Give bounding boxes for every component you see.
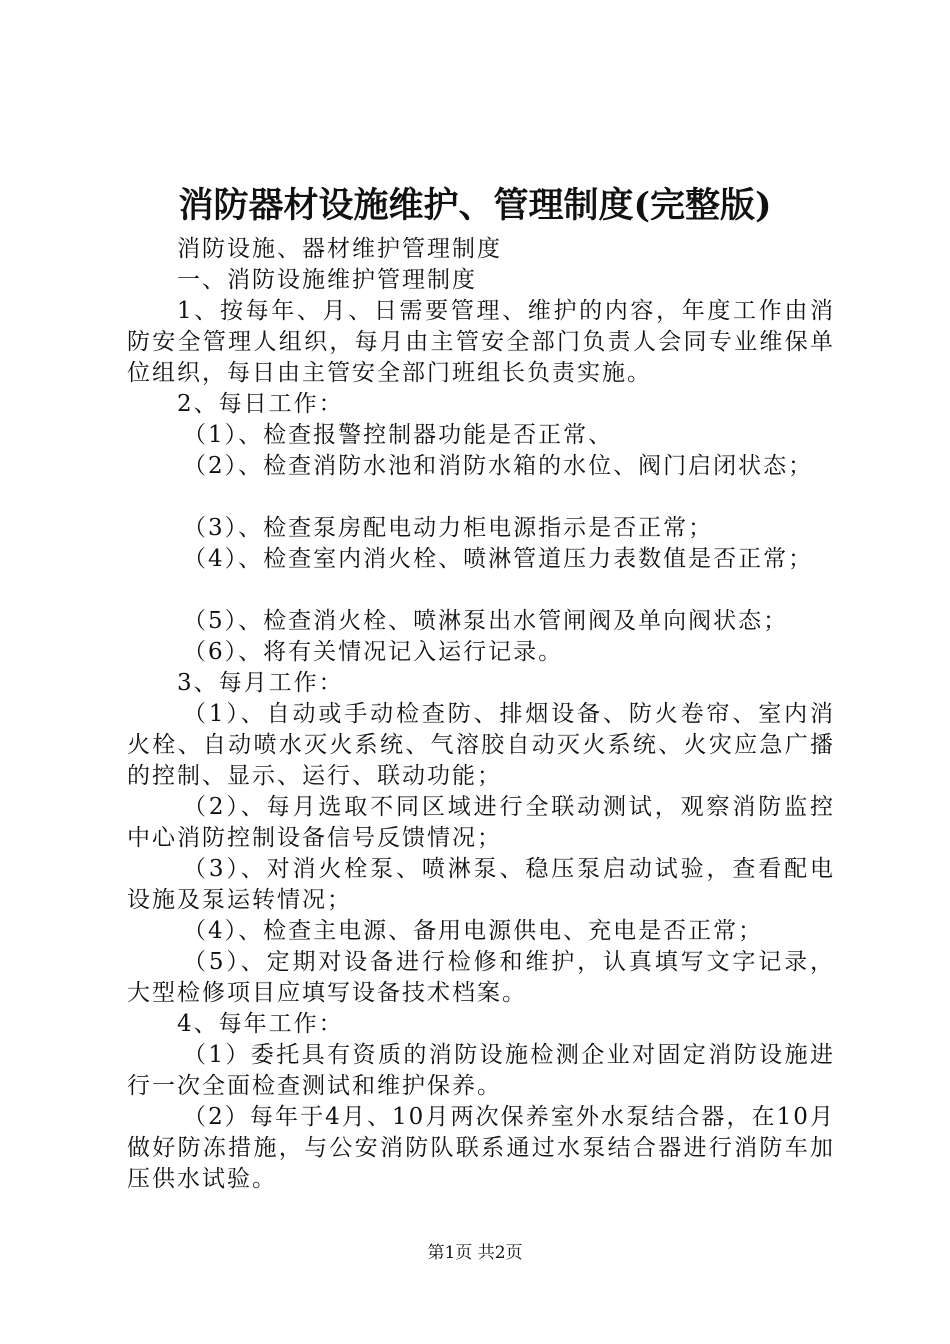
paragraph-subtitle: 消防设施、器材维护管理制度 (177, 236, 502, 262)
list-item: （3）、对消火栓泵、喷淋泵、稳压泵启动试验，查看配电设施及泵运转情况； (127, 856, 835, 913)
list-item: （2）、检查消防水池和消防水箱的水位、阀门启闭状态； (183, 453, 814, 479)
list-item: （5）、定期对设备进行检修和维护，认真填写文字记录，大型检修项目应填写设备技术档案。 (127, 949, 835, 1006)
list-item: （5）、检查消火栓、喷淋泵出水管闸阀及单向阀状态； (183, 608, 789, 634)
blank-line (127, 482, 835, 513)
list-item: （3）、检查泵房配电动力柜电源指示是否正常； (183, 515, 714, 541)
list-item: （6）、将有关情况记入运行记录。 (183, 639, 564, 665)
list-item: （1）、自动或手动检查防、排烟设备、防火卷帘、室内消火栓、自动喷水灭火系统、气溶胶自动灭火系统、火灾应急广播的控制、显示、运行、联动功能； (127, 701, 835, 789)
list-item: （2）、每月选取不同区域进行全联动测试，观察消防监控中心消防控制设备信号反馈情况； (127, 794, 835, 851)
list-item: （1）、检查报警控制器功能是否正常、 (183, 422, 614, 448)
list-item: （4）、检查主电源、备用电源供电、充电是否正常； (183, 918, 764, 944)
subsection-heading: 4、每年工作： (177, 1011, 344, 1037)
list-item: （1）委托具有资质的消防设施检测企业对固定消防设施进行一次全面检查测试和维护保养。 (127, 1042, 835, 1099)
document-title: 消防器材设施维护、管理制度(完整版) (178, 185, 772, 226)
page-footer: 第1页 共2页 (427, 1243, 523, 1263)
document-body (127, 234, 835, 1195)
blank-line (127, 575, 835, 606)
section-heading: 一、消防设施维护管理制度 (177, 267, 477, 293)
subsection-heading: 2、每日工作： (177, 391, 344, 417)
paragraph: 1、按每年、月、日需要管理、维护的内容，年度工作由消防安全管理人组织，每月由主管安全部门负责人会同专业维保单位组织，每日由主管安全部门班组长负责实施。 (127, 298, 835, 386)
subsection-heading: 3、每月工作： (177, 670, 344, 696)
list-item: （4）、检查室内消火栓、喷淋管道压力表数值是否正常； (183, 546, 814, 572)
list-item: （2）每年于4月、10月两次保养室外水泵结合器，在10月做好防冻措施，与公安消防队联系通过水泵结合器进行消防车加压供水试验。 (127, 1104, 835, 1192)
